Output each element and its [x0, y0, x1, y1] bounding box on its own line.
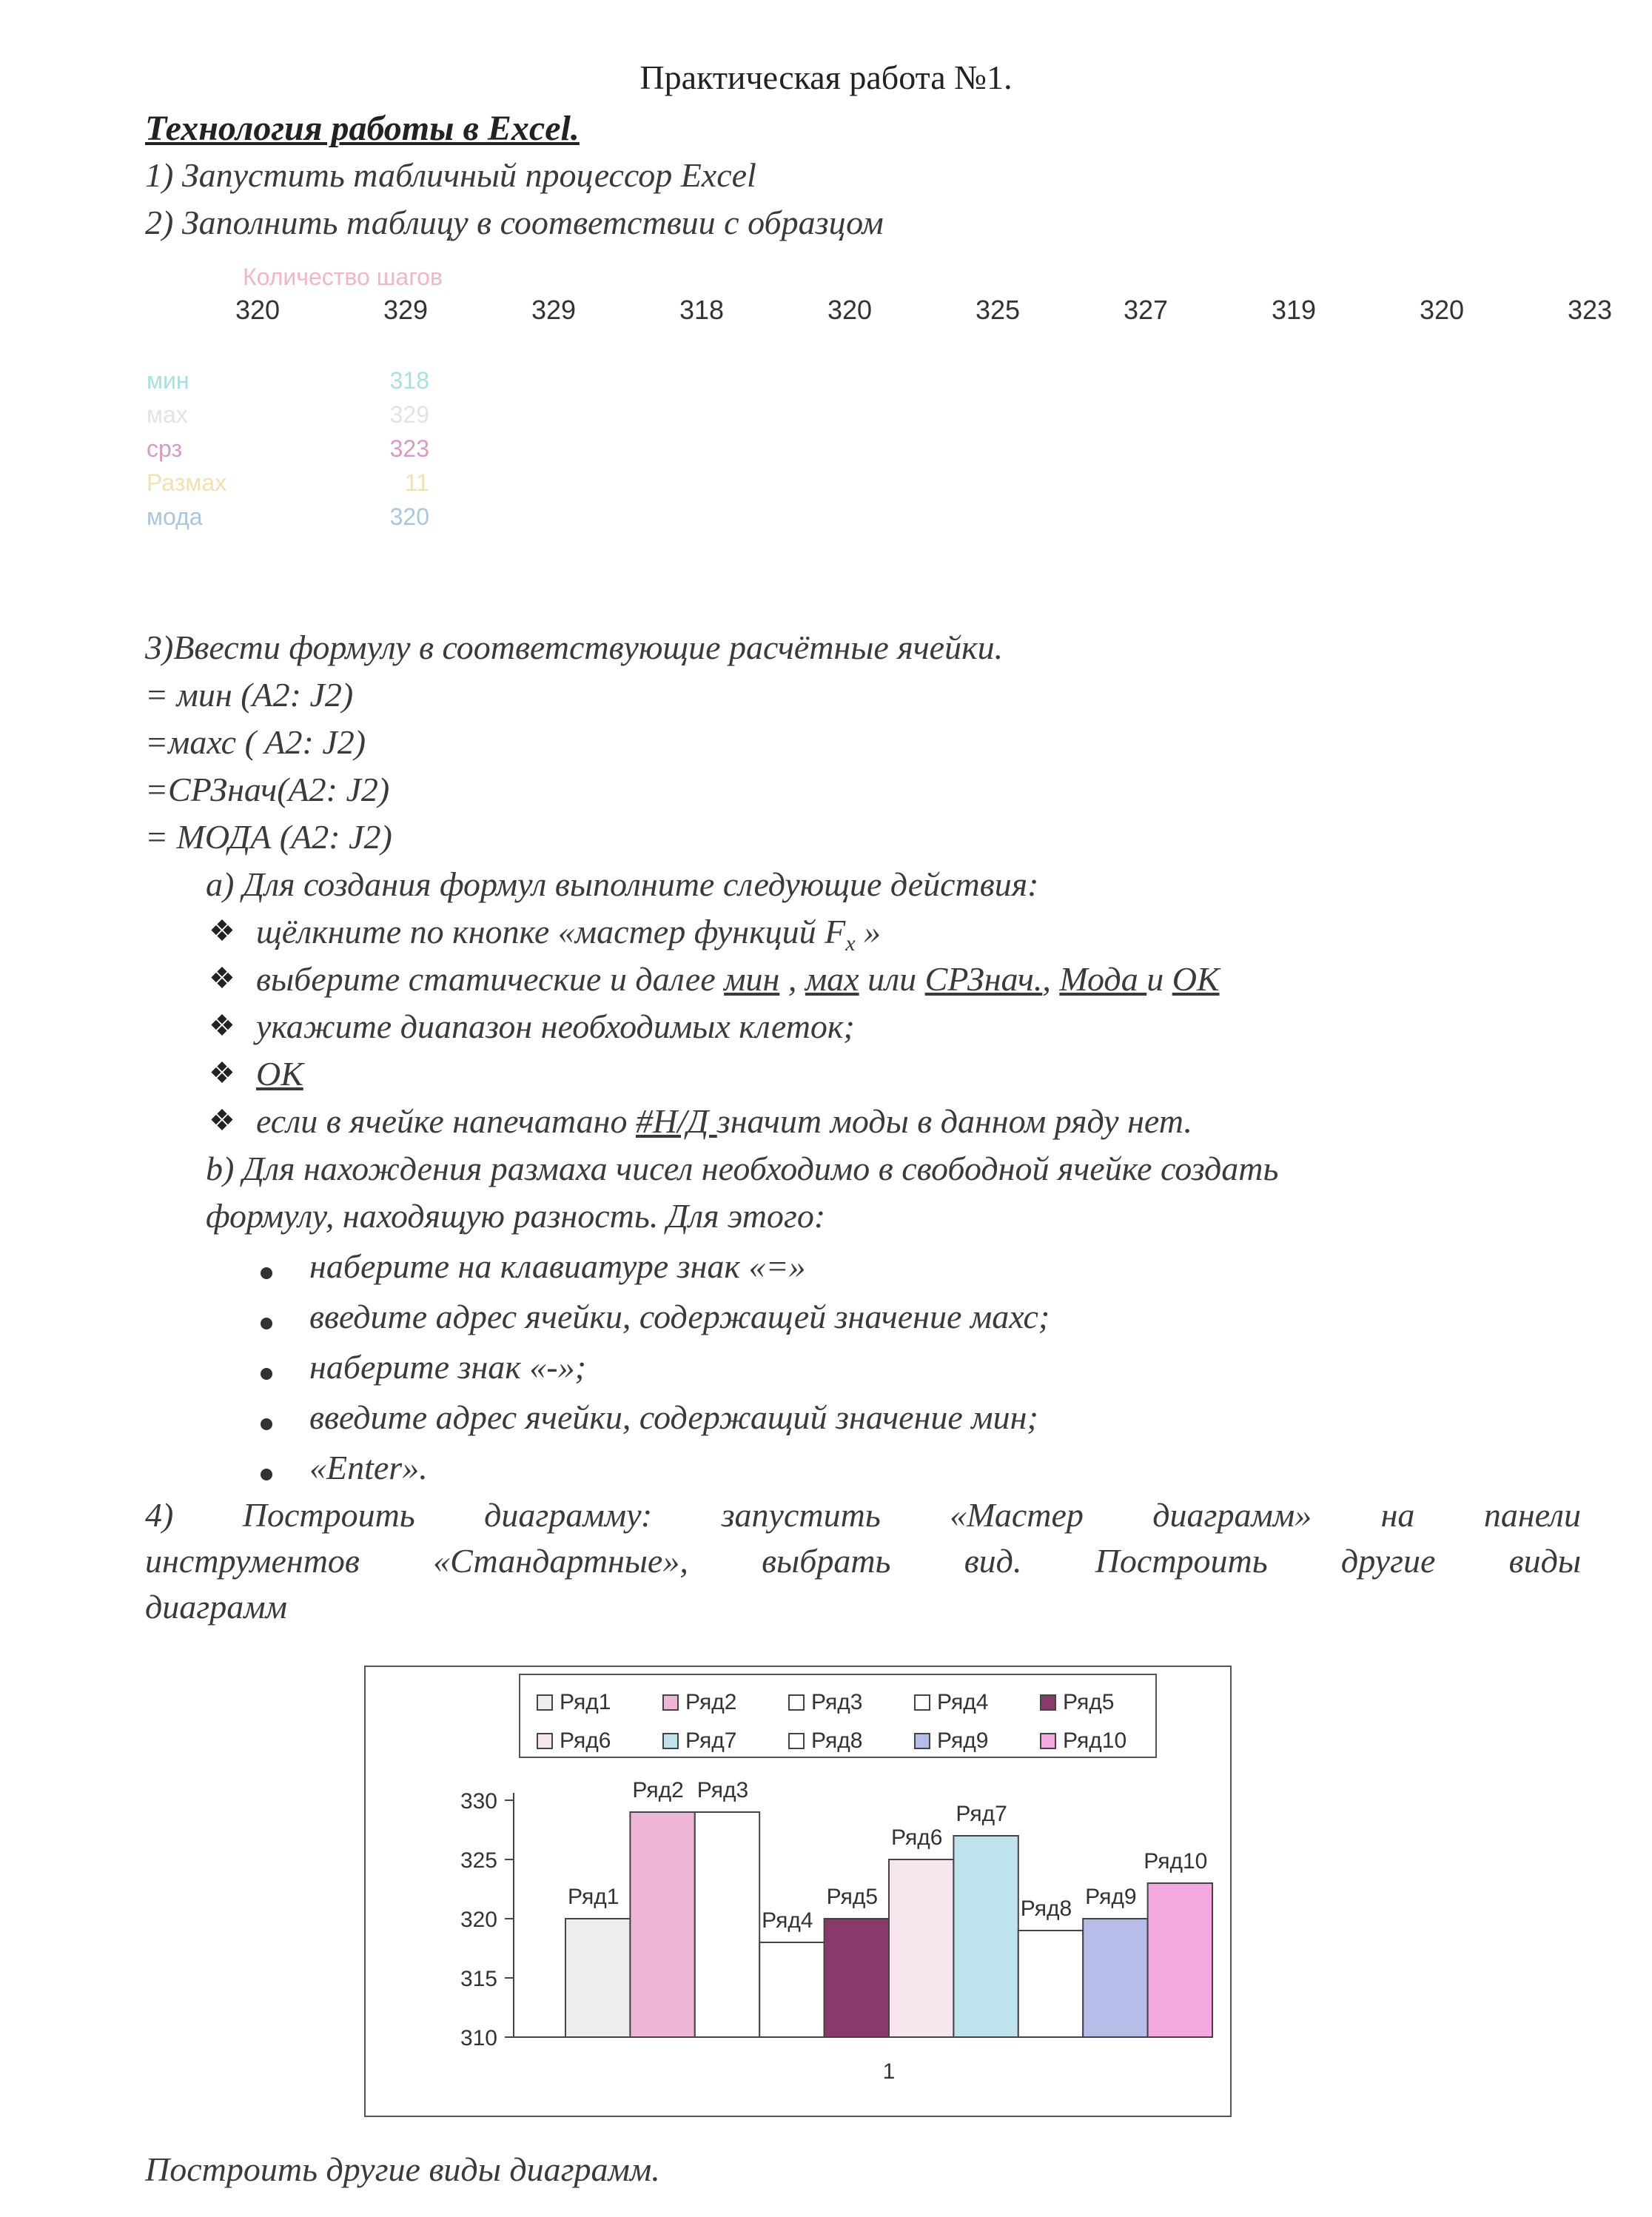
data-label: Ряд6	[890, 1825, 943, 1850]
y-tick-label: 315	[460, 1967, 497, 1991]
bar-chart	[364, 1666, 1232, 2117]
bullet-na: если в ячейке напечатано #Н/Д значит моды в данном ряду нет.	[256, 1102, 1192, 1140]
legend-swatch	[663, 1695, 678, 1710]
step-4-line-3: диаграмм	[145, 1588, 287, 1626]
bar	[1018, 1931, 1083, 2037]
part-b-line-2: формулу, находящую разность. Для этого:	[206, 1197, 826, 1235]
diamond-bullet-icon: ❖	[209, 1104, 235, 1137]
step-4-line-2: инструментов «Стандартные», выбрать вид. Построить другие виды	[145, 1542, 1581, 1580]
stat-value-range: 11	[404, 469, 429, 496]
step-4-line-1: 4) Построить диаграмму: запустить «Мастер диаграмм» на панели	[145, 1496, 1581, 1534]
diamond-bullet-icon: ❖	[209, 1056, 235, 1090]
part-b-item: наберите знак «-»;	[309, 1348, 586, 1386]
subtitle: Технология работы в Excel.	[145, 109, 580, 148]
legend-label: Ряд9	[937, 1728, 989, 1753]
legend-label: Ряд6	[560, 1728, 611, 1753]
step-2: 2) Заполнить таблицу в соответствии с образцом	[145, 204, 884, 241]
bullet-function-wizard: щёлкните по кнопке «мастер функций $F_x$ »	[256, 913, 882, 956]
bar	[1148, 1883, 1212, 2037]
bar	[1083, 1919, 1147, 2037]
sheet-caption: Количество шагов	[243, 264, 443, 290]
stat-label-range: Размах	[147, 469, 227, 496]
stat-label-avg: срз	[147, 435, 183, 462]
part-b-item: введите адрес ячейки, содержащий значение мин;	[309, 1398, 1038, 1436]
sheet-value: 329	[531, 295, 577, 325]
diamond-bullet-icon: ❖	[209, 914, 235, 947]
legend-swatch	[1041, 1695, 1055, 1710]
legend-swatch	[789, 1695, 804, 1710]
sheet-value: 320	[235, 295, 281, 325]
stat-value-min: 318	[389, 367, 429, 394]
part-a-intro: а) Для создания формул выполните следующие действия:	[206, 865, 1039, 903]
x-category-label: 1	[882, 2059, 896, 2084]
data-label: Ряд10	[1144, 1849, 1208, 1874]
diamond-bullet-icon: ❖	[209, 1009, 235, 1042]
legend-label: Ряд3	[811, 1690, 863, 1714]
legend-label: Ряд1	[560, 1690, 611, 1714]
y-tick-label: 320	[460, 1908, 497, 1932]
data-label: Ряд4	[762, 1908, 813, 1933]
data-label: Ряд7	[956, 1802, 1007, 1826]
legend-swatch	[537, 1695, 552, 1710]
stat-label-mode: мода	[147, 503, 203, 530]
stat-label-min: мин	[147, 367, 189, 394]
sheet-value: 323	[1567, 295, 1613, 325]
bullet-dot-icon	[261, 1469, 272, 1480]
legend-label: Ряд5	[1063, 1690, 1115, 1714]
y-tick-label: 310	[460, 2026, 497, 2050]
bullet-ok: ОК	[256, 1055, 303, 1093]
part-b-item: введите адрес ячейки, содержащей значение махс;	[309, 1298, 1050, 1335]
sheet-value: 327	[1123, 295, 1169, 325]
legend-label: Ряд4	[937, 1690, 989, 1714]
legend-swatch	[1041, 1734, 1055, 1748]
sheet-value: 329	[383, 295, 429, 325]
bar	[695, 1812, 759, 2037]
data-label: Ряд5	[826, 1885, 879, 1909]
step-1: 1) Запустить табличный процессор Excel	[145, 156, 756, 194]
legend-swatch	[789, 1734, 804, 1748]
data-label: Ряд8	[1020, 1896, 1072, 1921]
bar	[889, 1859, 953, 2037]
legend-label: Ряд7	[685, 1728, 737, 1753]
stat-label-max: мах	[147, 401, 188, 428]
part-b-item: «Enter».	[309, 1449, 428, 1486]
bar	[630, 1812, 694, 2037]
sheet-value: 325	[975, 295, 1021, 325]
data-label: Ряд9	[1085, 1885, 1137, 1909]
bullet-select-functions: выберите статические и далее мин , мах или СРЗнач., Мода и ОК	[256, 960, 1220, 998]
sheet-value: 320	[827, 295, 873, 325]
data-label: Ряд1	[567, 1885, 620, 1909]
sheet-value: 319	[1271, 295, 1317, 325]
legend-swatch	[915, 1734, 930, 1748]
stat-value-avg: 323	[389, 435, 429, 462]
sheet-value: 318	[679, 295, 725, 325]
legend-label: Ряд10	[1063, 1728, 1127, 1753]
formula-max: =махс ( А2: J2)	[145, 723, 366, 761]
bullet-range: укажите диапазон необходимых клеток;	[256, 1007, 855, 1045]
bullet-dot-icon	[261, 1418, 272, 1430]
part-b-item: наберите на клавиатуре знак «=»	[309, 1247, 806, 1285]
bar	[759, 1942, 824, 2037]
data-label: Ряд2	[632, 1778, 684, 1802]
bullet-dot-icon	[261, 1318, 272, 1329]
y-tick-label: 330	[460, 1789, 497, 1814]
step-3: 3)Ввести формулу в соответствующие расчётные ячейки.	[145, 628, 1004, 666]
stat-value-mode: 320	[389, 503, 429, 530]
bar	[565, 1919, 630, 2037]
legend-swatch	[663, 1734, 678, 1748]
formula-min: = мин (А2: J2)	[145, 676, 354, 714]
bar	[825, 1919, 889, 2037]
chart-canvas	[366, 1667, 1230, 2116]
legend-swatch	[537, 1734, 552, 1748]
part-b-line-1: b) Для нахождения размаха чисел необходимо в свободной ячейке создать	[206, 1150, 1279, 1187]
bullet-dot-icon	[261, 1368, 272, 1380]
formula-mode: = МОДА (А2: J2)	[145, 818, 392, 856]
formula-avg: =СРЗнач(А2: J2)	[145, 771, 390, 808]
stat-value-max: 329	[389, 401, 429, 428]
legend-label: Ряд2	[685, 1690, 737, 1714]
bar	[953, 1836, 1018, 2037]
bullet-dot-icon	[261, 1267, 272, 1279]
diamond-bullet-icon: ❖	[209, 962, 235, 995]
page-title: Практическая работа №1.	[639, 58, 1013, 96]
legend-swatch	[915, 1695, 930, 1710]
footer-note: Построить другие виды диаграмм.	[145, 2150, 660, 2188]
legend-label: Ряд8	[811, 1728, 863, 1753]
sheet-value: 320	[1419, 295, 1465, 325]
y-tick-label: 325	[460, 1848, 497, 1873]
data-label: Ряд3	[696, 1778, 749, 1802]
